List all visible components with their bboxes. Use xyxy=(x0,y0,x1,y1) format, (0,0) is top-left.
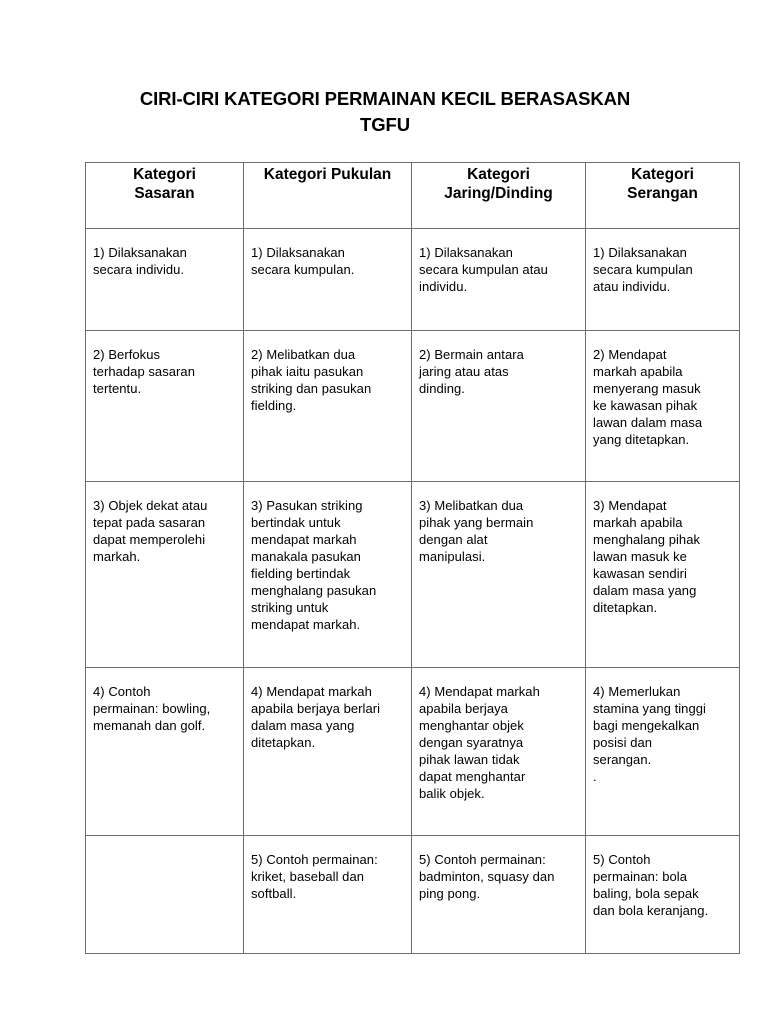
table-cell xyxy=(586,668,740,836)
header-label: Kategori Sasaran xyxy=(133,166,196,202)
table-cell xyxy=(412,229,586,331)
table-cell xyxy=(244,836,412,954)
table-cell xyxy=(586,482,740,668)
cell-text: 2) Berfokus terhadap sasaran tertentu. xyxy=(93,347,195,396)
header-cell-serangan xyxy=(586,163,740,229)
cell-text: 4) Memerlukan stamina yang tinggi bagi mengekalkan posisi dan serangan. . xyxy=(593,684,706,784)
cell-text: 3) Objek dekat atau tepat pada sasaran dapat memperolehi markah. xyxy=(93,498,208,564)
cell-text: 1) Dilaksanakan secara kumpulan atau individu. xyxy=(419,245,548,294)
cell-text: 3) Mendapat markah apabila menghalang pihak lawan masuk ke kawasan sendiri dalam masa yang ditetapkan. xyxy=(593,498,701,615)
cell-text: 4) Mendapat markah apabila berjaya berlari dalam masa yang ditetapkan. xyxy=(251,684,381,750)
table-header-row xyxy=(86,163,740,229)
cell-text: 1) Dilaksanakan secara individu. xyxy=(93,245,187,277)
table-cell xyxy=(86,229,244,331)
cell-text: 4) Contoh permainan: bowling, memanah dan golf. xyxy=(93,684,211,733)
table-cell xyxy=(244,668,412,836)
table-cell xyxy=(412,836,586,954)
header-label: Kategori Serangan xyxy=(627,166,698,202)
table-cell xyxy=(86,836,244,954)
cell-text: 1) Dilaksanakan secara kumpulan atau individu. xyxy=(593,245,693,294)
table-cell xyxy=(586,229,740,331)
table-cell xyxy=(244,482,412,668)
header-cell-sasaran xyxy=(86,163,244,229)
table-cell xyxy=(86,331,244,482)
header-cell-pukulan xyxy=(244,163,412,229)
table-cell xyxy=(586,836,740,954)
table-cell xyxy=(86,668,244,836)
cell-text: 5) Contoh permainan: kriket, baseball dan softball. xyxy=(251,852,378,901)
cell-text: 1) Dilaksanakan secara kumpulan. xyxy=(251,245,355,277)
table-cell xyxy=(244,331,412,482)
header-label: Kategori Pukulan xyxy=(263,166,392,183)
category-table xyxy=(85,162,740,954)
cell-text: 2) Bermain antara jaring atau atas dinding. xyxy=(419,347,524,396)
cell-text: 2) Melibatkan dua pihak iaitu pasukan striking dan pasukan fielding. xyxy=(251,347,372,413)
table-row xyxy=(86,836,740,954)
page-title-line-2: TGFU xyxy=(360,114,410,135)
table-cell xyxy=(412,331,586,482)
table-cell xyxy=(86,482,244,668)
header-label: Kategori Jaring/Dinding xyxy=(444,166,553,202)
page-title xyxy=(85,86,685,138)
cell-text: 3) Pasukan striking bertindak untuk mendapat markah manakala pasukan fielding bertindak menghalang pasukan striking untuk mendapat markah. xyxy=(251,498,377,632)
cell-text: 2) Mendapat markah apabila menyerang masuk ke kawasan pihak lawan dalam masa yang ditetapkan. xyxy=(593,347,703,447)
cell-text: 5) Contoh permainan: badminton, squasy dan ping pong. xyxy=(419,852,555,901)
table-cell xyxy=(412,482,586,668)
cell-text xyxy=(86,836,243,851)
table-row xyxy=(86,331,740,482)
cell-text: 3) Melibatkan dua pihak yang bermain dengan alat manipulasi. xyxy=(419,498,534,564)
cell-text: 5) Contoh permainan: bola baling, bola sepak dan bola keranjang. xyxy=(593,852,709,918)
header-cell-jaring-dinding xyxy=(412,163,586,229)
table-row xyxy=(86,668,740,836)
table-cell xyxy=(244,229,412,331)
cell-text: 4) Mendapat markah apabila berjaya menghantar objek dengan syaratnya pihak lawan tidak dapat menghantar balik objek. xyxy=(419,684,540,801)
table-row xyxy=(86,229,740,331)
page-title-line-1: CIRI-CIRI KATEGORI PERMAINAN KECIL BERASASKAN xyxy=(139,88,631,109)
table-cell xyxy=(412,668,586,836)
table-cell xyxy=(586,331,740,482)
table-row xyxy=(86,482,740,668)
